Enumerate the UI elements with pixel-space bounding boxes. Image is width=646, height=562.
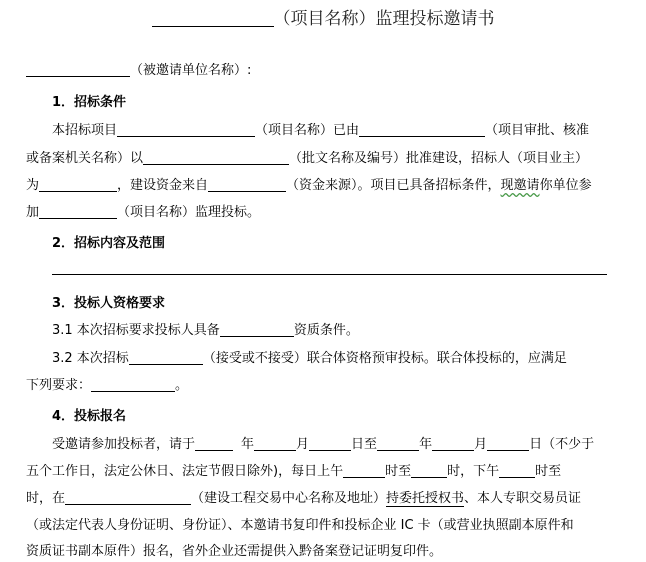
s1-l1-b: （项目名称）已由 [255, 123, 360, 138]
s3-l3-a: 下列要求： [26, 378, 92, 393]
s1-blank-owner [39, 177, 117, 192]
s4-year1: 年 [241, 437, 255, 452]
s4-blank-am-start [343, 463, 385, 478]
s1-l3-e: 你单位参 [539, 178, 592, 193]
s1-blank-funds [208, 177, 286, 192]
s4-l2-c: 时，下午 [447, 464, 500, 479]
s4-l3-b: （建设工程交易中心名称及地址） [191, 491, 387, 506]
s4-l3-d: 、本人专职交易员证 [464, 491, 582, 506]
title-text: （项目名称）监理投标邀请书 [273, 9, 495, 29]
s1-l1-a: 本招标项目 [52, 123, 118, 138]
s3-l1-a: 3.1 本次招标要求投标人具备 [52, 323, 220, 338]
s3-blank-consortium [129, 350, 203, 365]
s4-blank-am-end [411, 463, 447, 478]
invitee-blank [26, 62, 130, 77]
s4-l2-d: 时至 [535, 464, 562, 479]
s1-blank-authority [359, 122, 485, 137]
project-name-blank [152, 12, 274, 27]
invitee-line [26, 62, 251, 80]
s1-blank-approval [143, 150, 289, 165]
s3-l3-b: 。 [175, 378, 189, 393]
s3-blank-qualification [220, 322, 294, 337]
s1-l3-a: 为 [26, 178, 40, 193]
section4-line1 [52, 436, 594, 454]
section3-line1 [52, 322, 359, 340]
s1-l2-b: （批文名称及编号）批准建设，招标人（项目业主） [289, 151, 589, 166]
section2-blank-line [52, 274, 607, 275]
s1-l3-b: ，建设资金来自 [117, 178, 209, 193]
s1-l3-d: 现邀请 [500, 178, 540, 193]
document-title [0, 4, 646, 29]
section4-line4: （或法定代表人身份证明、身份证）、本邀请书复印件和投标企业 IC 卡（或营业执照副本原件和 [26, 518, 574, 533]
s4-l2-a: 五个工作日，法定公休日、法定节假日除外)，每日上午 [26, 464, 344, 479]
s1-blank-project [117, 122, 255, 137]
s4-blank-day1 [309, 436, 351, 451]
s4-l2-b: 时至 [385, 464, 412, 479]
s4-month2: 月 [474, 437, 488, 452]
s4-blank-year1 [195, 436, 233, 451]
s4-blank-pm-start [499, 463, 535, 478]
section3-line2 [52, 350, 567, 368]
s4-month1: 月 [296, 437, 310, 452]
s4-blank-year2 [377, 436, 419, 451]
section4-line5: 资质证书副本原件）报名，省外企业还需提供入黔备案登记证明复印件。 [26, 544, 443, 559]
s4-dayto: 日至 [351, 437, 378, 452]
s3-l2-a: 3.2 本次招标 [52, 351, 129, 366]
s3-l2-b: （接受或不接受）联合体资格预审投标。联合体投标的，应满足 [202, 351, 567, 366]
s4-l1-a: 受邀请参加投标者，请于 [52, 437, 196, 452]
section3-line3 [26, 377, 188, 395]
s4-year2: 年 [419, 437, 433, 452]
s3-l1-b: 资质条件。 [293, 323, 359, 338]
s4-day2: 日（不少于 [529, 437, 595, 452]
invitee-label: （被邀请单位名称）: [130, 63, 252, 78]
section4-line3 [26, 490, 581, 508]
section3-heading: 3．投标人资格要求 [52, 296, 166, 311]
section4-line2 [26, 463, 561, 481]
section1-heading: 1．招标条件 [52, 95, 127, 110]
s4-l3-a: 时，在 [26, 491, 66, 506]
s1-blank-project2 [39, 204, 117, 219]
s3-blank-requirements [91, 377, 175, 392]
s1-l2-a: 或备案机关名称）以 [26, 151, 144, 166]
section1-line1 [52, 122, 589, 140]
s1-l3-c: （资金来源）。项目已具备招标条件， [286, 178, 501, 193]
section1-line2 [26, 150, 588, 168]
s4-blank-month1 [254, 436, 296, 451]
section1-line4 [26, 204, 260, 222]
s1-l1-c: （项目审批、核准 [485, 123, 590, 138]
s4-blank-day2 [487, 436, 529, 451]
s1-l4-a: 加 [26, 205, 40, 220]
s4-l3-c: 持委托授权书 [386, 491, 465, 506]
s1-l4-b: （项目名称）监理投标。 [117, 205, 261, 220]
section2-heading: 2．招标内容及范围 [52, 236, 166, 251]
s4-blank-month2 [432, 436, 474, 451]
section1-line3 [26, 177, 592, 195]
s4-blank-pm-end-location [65, 490, 191, 505]
section4-heading: 4．投标报名 [52, 409, 127, 424]
